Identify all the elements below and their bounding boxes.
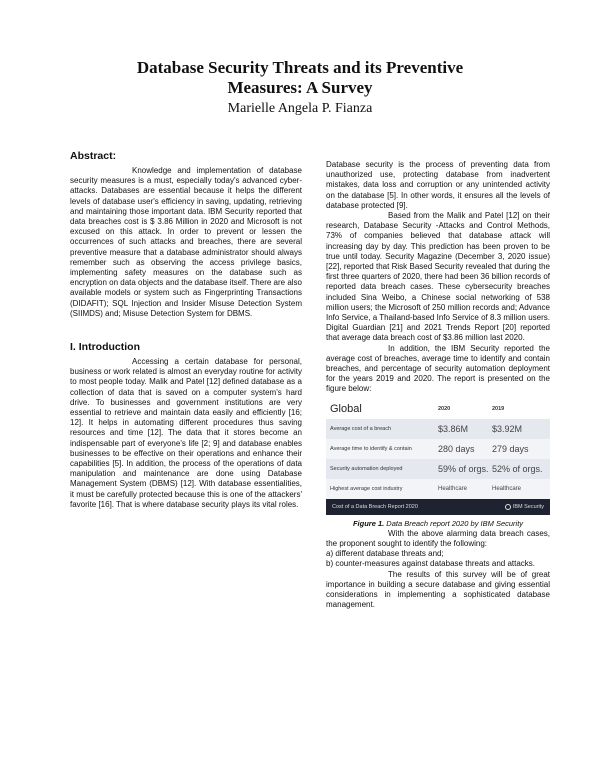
right-column xyxy=(326,160,550,611)
figure-row-label: Average cost of a breach xyxy=(330,425,392,432)
figure-caption-text: Data Breach report 2020 by IBM Security xyxy=(384,518,524,528)
figure-caption xyxy=(326,519,550,529)
ibm-security-logo xyxy=(505,502,544,512)
figure-caption-label: Figure 1. xyxy=(352,518,385,528)
abstract-text: Knowledge and implementation of database security measures is a must, especially today's advanced cyber-attacks. Databases are essential because it helps the different levels of database user's efficiency in saving, updating, retrieving and maintaining those important data. IBM Security reported that data breaches cost is $ 3.86 Million in 2020 and Microsoft is not excused on this attack. In order to prevent or lessen the occurrences of such attacks and breaches, there are several preventive measure that a database administrator should always remember such as observing the access privilege basics, implementing safety measures on the database such as encryption on data objects and the database itself. There are also available models or system such as Fingerprinting Transactions (DIDAFIT); SQL Injection and Insider Misuse Detection System (SIIMDS) and; Misuse Detection System for DBMS. xyxy=(70,166,303,318)
list-item-a: a) different database threats and; xyxy=(326,549,444,559)
author-name: Marielle Angela P. Fianza xyxy=(227,101,373,116)
figure-data-breach-table xyxy=(326,399,550,515)
title-line-1: Database Security Threats and its Preventive xyxy=(136,58,464,77)
figure-row-label: Highest average cost industry xyxy=(330,485,403,492)
figure-row-2020: Healthcare xyxy=(438,485,468,492)
figure-row-2019: $3.92M xyxy=(492,423,523,434)
figure-footer xyxy=(326,499,550,515)
abstract-heading: Abstract: xyxy=(70,150,117,162)
introduction-heading: I. Introduction xyxy=(70,341,140,354)
figure-row xyxy=(326,419,550,439)
figure-row-label: Average time to identify & contain xyxy=(330,445,412,452)
figure-row-2019: Healthcare xyxy=(492,485,522,492)
figure-footer-report: Cost of a Data Breach Report 2020 xyxy=(332,503,418,510)
figure-row-2020: 280 days xyxy=(438,443,475,454)
right-para-3: In addition, the IBM Security reported the average cost of breaches, average time to identify and contain breaches, and percentage of security automation deployment for the years 2019 and 2020. The report is presented on the figure below: xyxy=(326,343,550,394)
right-para-2: Based from the Malik and Patel [12] on their research, Database Security -Attacks and Control Methods, 73% of companies believed that database attack will increasing day by day. This prediction has been proven to be true until today. Security Magazine (December 3, 2020 issue) [22], reported that Risk Based Security revealed that during the first three quarters of 2020, there had been 36 billion records of reported data breach cases. These cybersecurity breaches included Sina Weibo, a Chinese social networking of 538 million users; the Microsoft of 250 million records and; Advance Info Service, a Thailand-based Info Service of 8.3 million users. Digital Guardian [21] and 2021 Trends Report [20] reported that average data breach cost of $3.86 million last 2020. xyxy=(326,211,550,343)
figure-header-row xyxy=(326,399,550,419)
ibm-security-icon xyxy=(505,504,511,510)
figure-footer-brand: IBM Security xyxy=(512,503,544,510)
list-item-b: b) counter-measures against database threats and attacks. xyxy=(326,559,536,569)
paper-title xyxy=(0,58,600,98)
figure-header-year-2019: 2019 xyxy=(492,405,505,412)
figure-header-year-2020: 2020 xyxy=(438,405,451,412)
figure-header-label: Global xyxy=(330,402,362,415)
figure-row-2020: $3.86M xyxy=(438,423,469,434)
right-para-5: The results of this survey will be of great importance in building a secure database and giving essential considerations in implementing a sophisticated database management. xyxy=(326,569,550,610)
figure-row-2019: 279 days xyxy=(492,443,529,454)
left-column xyxy=(70,150,302,510)
figure-row xyxy=(326,439,550,459)
figure-row-label: Security automation deployed xyxy=(330,465,403,472)
figure-row-2019: 52% of orgs. xyxy=(492,463,543,474)
title-line-2: Measures: A Survey xyxy=(227,78,373,97)
figure-row xyxy=(326,459,550,479)
figure-row-2020: 59% of orgs. xyxy=(438,463,489,474)
figure-row xyxy=(326,479,550,499)
right-para-4: With the above alarming data breach cases, the proponent sought to identify the following: xyxy=(326,528,550,549)
introduction-text: Accessing a certain database for personal, business or work related is almost an everyday routine for activity to most people today. Malik and Patel [12] defined database as a collection of data that is saved on a computer system's hard drive. To businesses and government institutions are very essential to retrieve and maintain data easily and efficiently [16; 12]. It helps in automating different procedures thus saving resources and time [12]. The data that it stores become an indispensable part of everyone's life [2; 9] and database enables businesses to be effective on their operations and enhance their capabilities [5]. In addition, the process of the operations of data manipulation and maintenance are done using Database Management System (DBMS) [12]. With database essentialities, it must be carefully protected because this is one of the attackers' favorite [16]. That is where database security plays its vital roles. xyxy=(70,357,302,509)
right-para-1: Database security is the process of preventing data from unauthorized use, protecting database from inadvertent mistakes, data loss and corruption or any unintended activity on the database [5]. In other words, it ensures all the levels of database protected [9]. xyxy=(326,160,550,210)
